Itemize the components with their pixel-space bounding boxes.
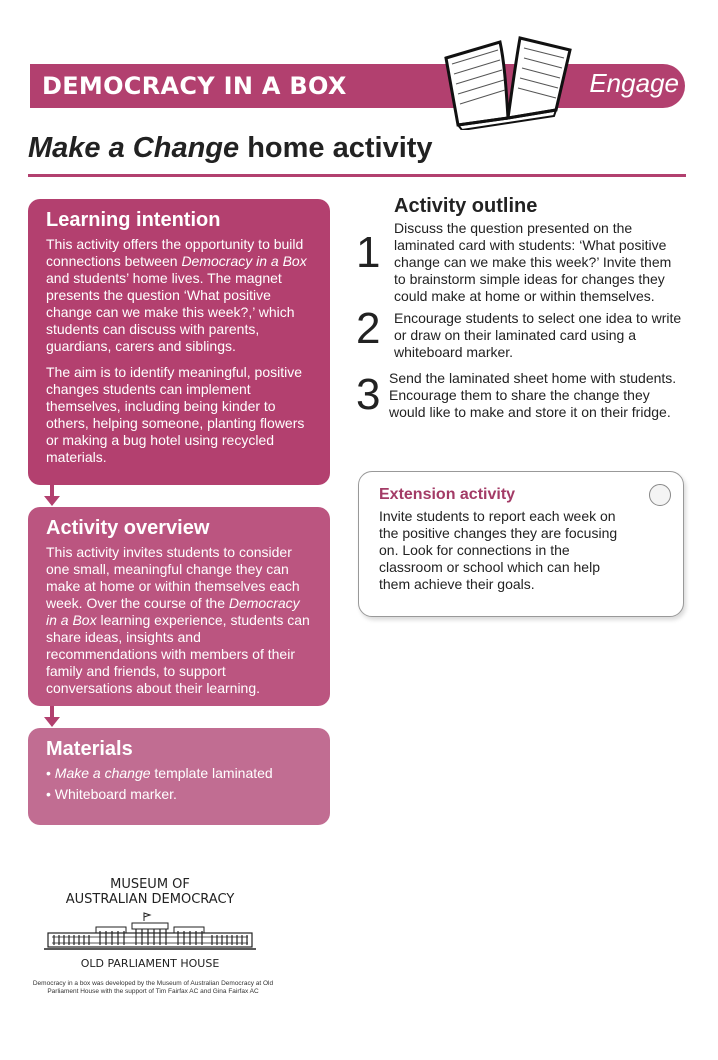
activity-overview-heading: Activity overview [46, 517, 210, 539]
step-text: Discuss the question presented on the laminated card with students: ‘What positive change can we make this week?’ Invite them to brainstorm simple ideas for changes they could make at home or within themselves. [394, 220, 672, 304]
banner-title: DEMOCRACY IN A BOX [42, 72, 347, 100]
extension-heading: Extension activity [379, 486, 516, 503]
materials-item: • Make a change template laminated [46, 765, 273, 781]
open-book-icon [438, 30, 578, 130]
activity-overview-paragraph: This activity invites students to consider one small, meaningful change they can make at home or within themselves each week. Over the course of the Democracy in a Box learning experience, students can share ideas, insights and recommendations with members of their family and friends, to support conversations about their learning. [46, 544, 310, 696]
logo-line-2: AUSTRALIAN DEMOCRACY [65, 892, 235, 907]
footnote: Democracy in a box was developed by the Museum of Australian Democracy at Old Parliament House with the support of Tim Fairfax AC and Gina Fairfax AC [32, 980, 274, 995]
learning-intention-heading: Learning intention [46, 209, 221, 231]
learning-intention-paragraph-1: This activity offers the opportunity to build connections between Democracy in a Box and students’ home lives. The magnet presents the question ‘What positive change can we make this week?,’ which students can discuss with parents, guardians, carers and siblings. [46, 236, 307, 354]
extension-text: Invite students to report each week on the positive changes they are focusing on. Look for connections in the classroom or school which can help them achieve their goals. [379, 508, 618, 592]
step-text: Send the laminated sheet home with students. Encourage them to share the change they would like to make and store it on their fridge. [389, 370, 677, 420]
materials-card [28, 728, 330, 825]
banner-tag: Engage [589, 68, 679, 98]
extension-activity-card [358, 471, 684, 617]
logo-line-1: MUSEUM OF [110, 877, 190, 892]
logo-line-3: OLD PARLIAMENT HOUSE [80, 957, 220, 970]
arrow-down-icon [43, 485, 61, 507]
step-text: Encourage students to select one idea to write or draw on their laminated card using a whiteboard marker. [394, 310, 682, 360]
museum-logo [40, 877, 260, 970]
page-title: Make a Change home activity [28, 132, 433, 164]
learning-intention-paragraph-2: The aim is to identify meaningful, positive changes students can implement themselves, including being kinder to others, helping someone, planting flowers or making a bug hotel using recycled materials. [46, 364, 305, 465]
activity-overview-card [28, 507, 330, 706]
title-divider [28, 174, 686, 177]
step-number: 3 [356, 370, 381, 419]
header-banner [30, 64, 685, 108]
step-number: 1 [356, 228, 381, 277]
parliament-house-icon [40, 911, 260, 953]
materials-heading: Materials [46, 738, 133, 760]
step-number: 2 [356, 304, 381, 353]
tag-hole-icon [649, 484, 671, 506]
learning-intention-card [28, 199, 330, 485]
activity-outline-heading: Activity outline [394, 195, 538, 217]
arrow-down-icon [43, 706, 61, 728]
materials-item: • Whiteboard marker. [46, 786, 177, 802]
